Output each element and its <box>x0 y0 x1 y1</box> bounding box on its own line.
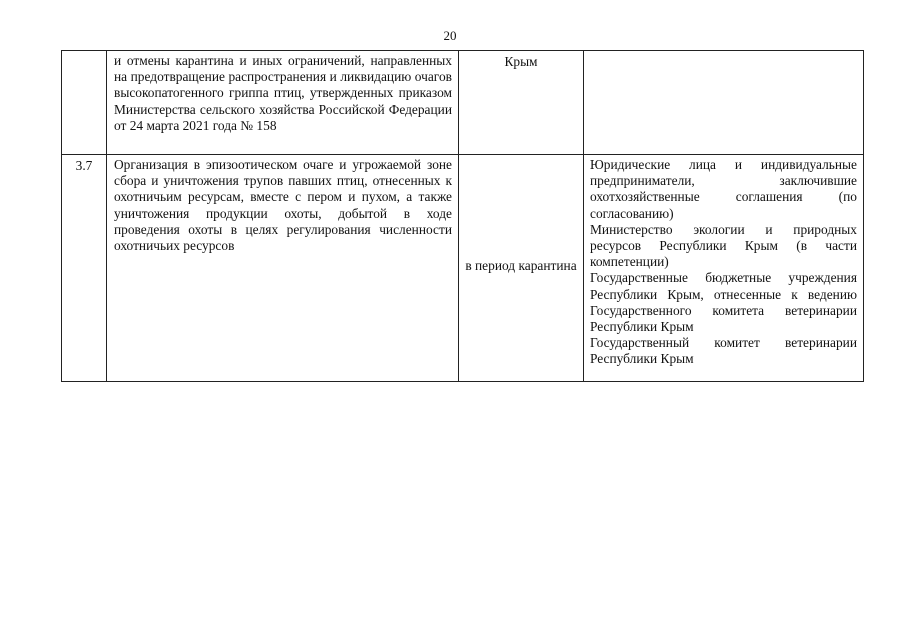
responsible-entry: Государственные бюджетные учреждения Республики Крым, отнесенные к ведению Государственного комитета ветеринарии Республики Крым <box>590 270 857 335</box>
term-cell: Крым <box>459 51 584 155</box>
action-cell <box>107 51 459 155</box>
page-number: 20 <box>443 28 457 43</box>
table-row <box>62 51 864 155</box>
responsible-entry: Государственный комитет ветеринарии Республики Крым <box>590 335 857 367</box>
action-cell <box>107 155 459 382</box>
measures-table <box>61 50 864 382</box>
row-number-cell <box>62 51 107 155</box>
responsible-entry: Юридические лица и индивидуальные предприниматели, заключившие охотхозяйственные соглашения (по согласованию) <box>590 157 857 221</box>
responsible-entry: Министерство экологии и природных ресурсов Республики Крым (в части компетенции) <box>590 221 857 270</box>
action-text: и отмены карантина и иных ограничений, направленных на предотвращение распространения и ликвидацию очагов высокопатогенного гриппа птиц, утвержденных приказом Министерства сельского хозяйства Российской Федерации от 24 марта 2021 года № 158 <box>114 53 452 133</box>
table-row <box>62 155 864 382</box>
responsible-cell <box>584 51 864 155</box>
term-cell: в период карантина <box>459 155 584 382</box>
action-text: Организация в эпизоотическом очаге и угрожаемой зоне сбора и уничтожения трупов павших птиц, отнесенных к охотничьим ресурсам, вместе с пером и пухом, а также уничтожения продукции охоты, добытой в ходе проведения охоты в целях регулирования численности охотничьих ресурсов <box>114 157 452 254</box>
row-number-cell: 3.7 <box>62 155 107 382</box>
responsible-cell <box>584 155 864 382</box>
